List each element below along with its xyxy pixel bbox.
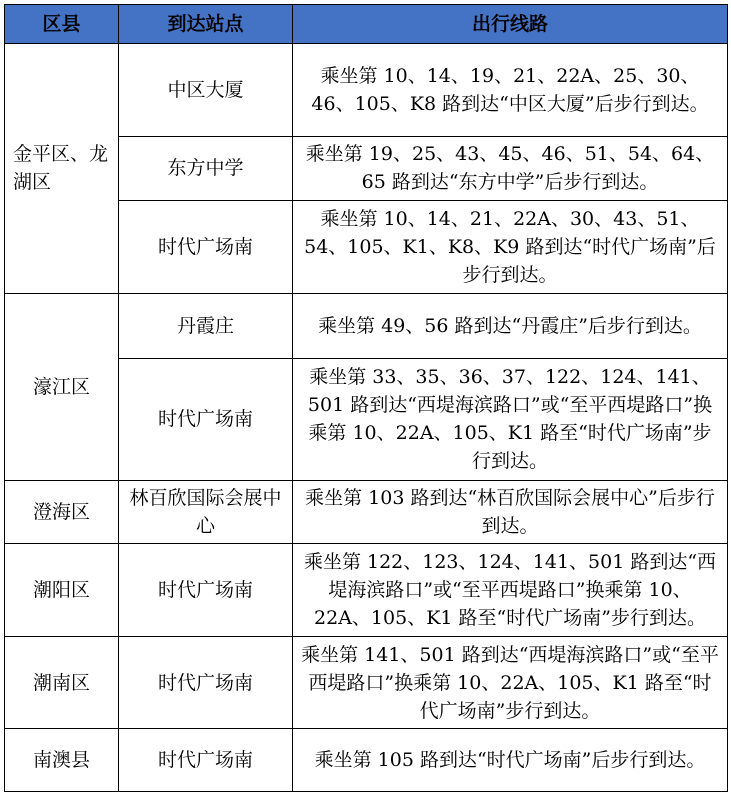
header-stop: 到达站点 [119, 5, 293, 44]
district-cell: 金平区、龙湖区 [5, 44, 119, 294]
district-cell: 潮南区 [5, 636, 119, 729]
stop-cell: 中区大厦 [119, 44, 293, 137]
table-row [5, 636, 728, 729]
district-cell: 澄海区 [5, 481, 119, 544]
route-cell: 乘坐第 33、35、36、37、122、124、141、501 路到达“西堤海滨路口”或“至平西堤路口”换乘第 10、22A、105、K1 路至“时代广场南”步行到达。 [293, 358, 728, 481]
table-row [5, 293, 728, 358]
header-row [5, 5, 728, 44]
route-cell: 乘坐第 122、123、124、141、501 路到达“西堤海滨路口”或“至平西堤路口”换乘第 10、22A、105、K1 路至“时代广场南”步行到达。 [293, 543, 728, 636]
table-row [5, 543, 728, 636]
district-cell: 南澳县 [5, 729, 119, 792]
table-row [5, 44, 728, 137]
header-district: 区县 [5, 5, 119, 44]
stop-cell: 时代广场南 [119, 636, 293, 729]
bus-route-table [4, 4, 728, 792]
stop-cell: 时代广场南 [119, 729, 293, 792]
route-cell: 乘坐第 103 路到达“林百欣国际会展中心”后步行到达。 [293, 481, 728, 544]
stop-cell: 时代广场南 [119, 201, 293, 294]
stop-cell: 时代广场南 [119, 543, 293, 636]
route-cell: 乘坐第 105 路到达“时代广场南”后步行到达。 [293, 729, 728, 792]
stop-cell: 时代广场南 [119, 358, 293, 481]
table-row [5, 729, 728, 792]
table-row [5, 481, 728, 544]
route-cell: 乘坐第 10、14、19、21、22A、25、30、46、105、K8 路到达“中区大厦”后步行到达。 [293, 44, 728, 137]
stop-cell: 丹霞庄 [119, 293, 293, 358]
district-cell: 濠江区 [5, 293, 119, 481]
stop-cell: 东方中学 [119, 136, 293, 201]
district-cell: 潮阳区 [5, 543, 119, 636]
route-cell: 乘坐第 19、25、43、45、46、51、54、64、65 路到达“东方中学”后步行到达。 [293, 136, 728, 201]
route-cell: 乘坐第 141、501 路到达“西堤海滨路口”或“至平西堤路口”换乘第 10、22A、105、K1 路至“时代广场南”步行到达。 [293, 636, 728, 729]
header-route: 出行线路 [293, 5, 728, 44]
route-cell: 乘坐第 10、14、21、22A、30、43、51、54、105、K1、K8、K9 路到达“时代广场南”后步行到达。 [293, 201, 728, 294]
route-cell: 乘坐第 49、56 路到达“丹霞庄”后步行到达。 [293, 293, 728, 358]
stop-cell: 林百欣国际会展中心 [119, 481, 293, 544]
